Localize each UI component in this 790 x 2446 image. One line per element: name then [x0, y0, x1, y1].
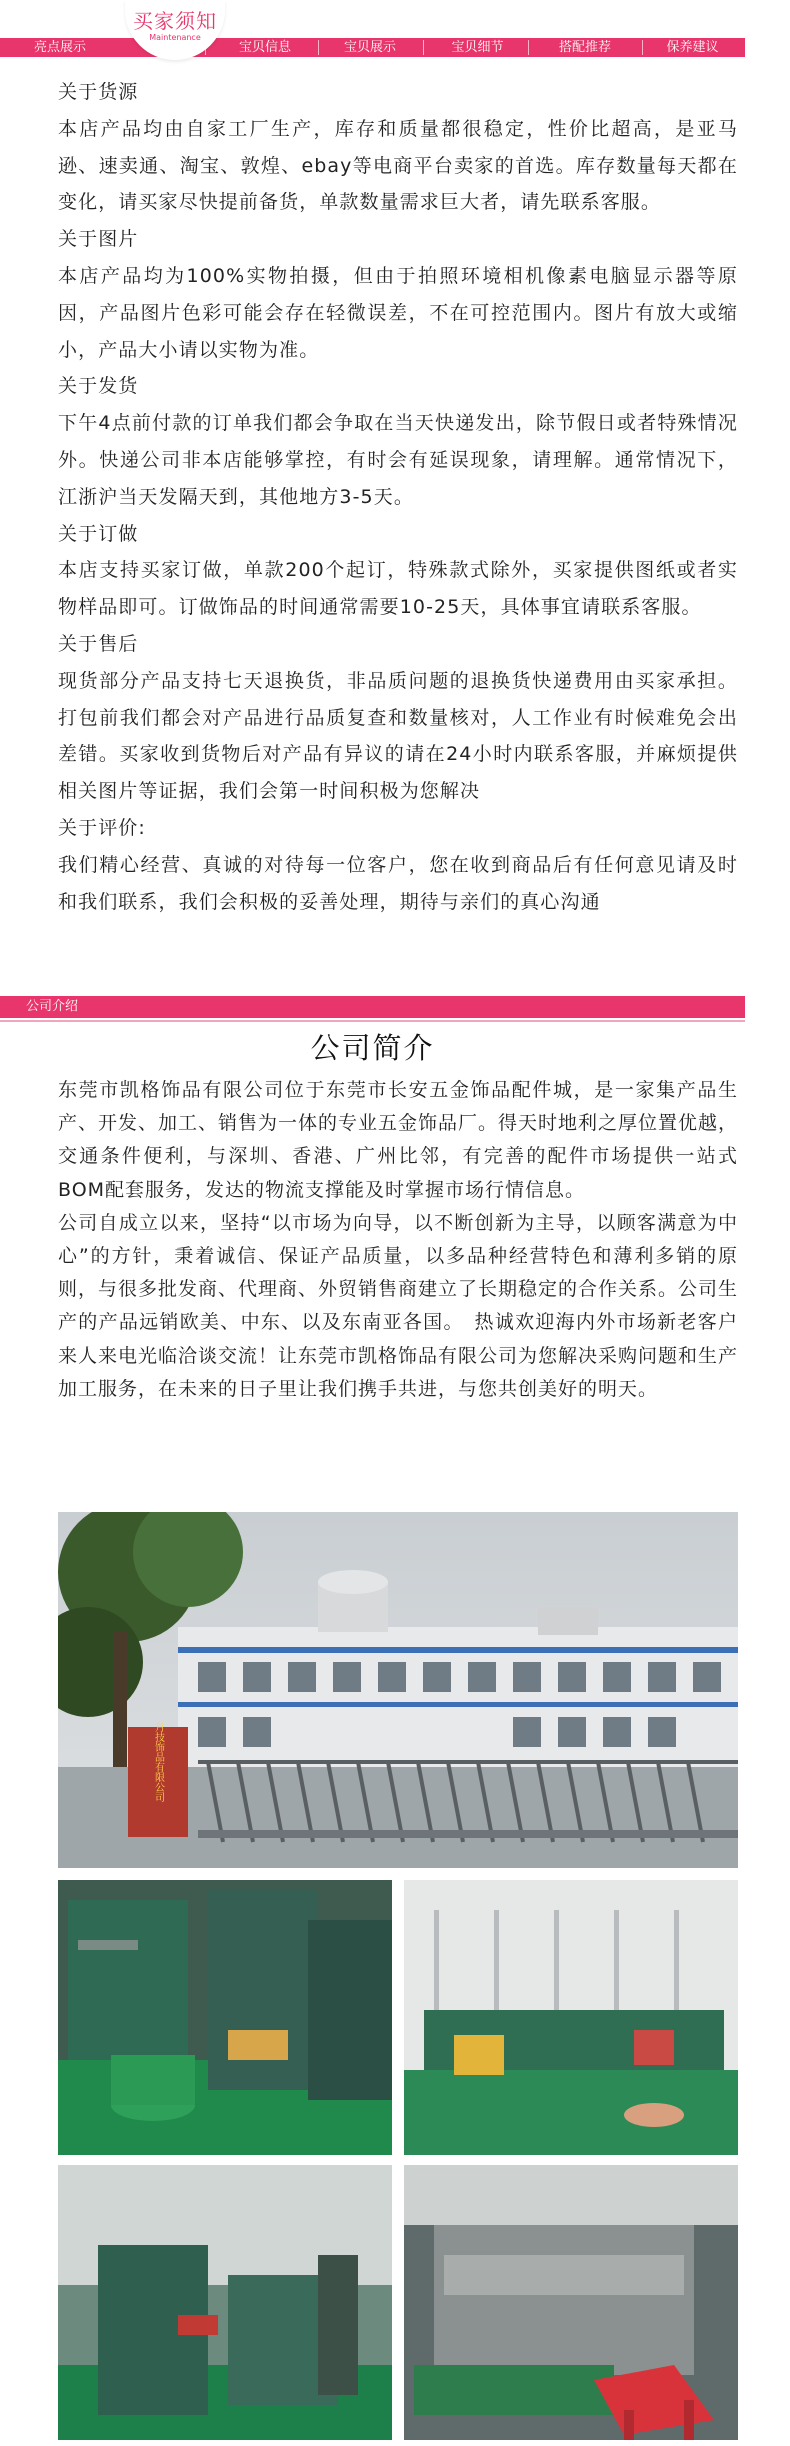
tab-item-details[interactable]: 宝贝细节 — [451, 40, 504, 55]
tab-highlights[interactable]: 亮点展示 — [33, 40, 86, 55]
tab-item-info[interactable]: 宝贝信息 — [238, 40, 291, 55]
note-body: 本店产品均由自家工厂生产，库存和质量都很稳定，性价比超高，是亚马逊、速卖通、淘宝、敦煌、ebay等电商平台卖家的首选。库存数量每天都在变化，请买家尽快提前备货，单款数量需求巨大者，请先联系客服。 — [58, 117, 738, 214]
note-body: 我们精心经营、真诚的对待每一位客户，您在收到商品后有任何意见请及时和我们联系，我们会积极的妥善处理，期待与亲们的真心沟通 — [58, 853, 738, 913]
note-body: 下午4点前付款的订单我们都会争取在当天快递发出，除节假日或者特殊情况外。快递公司非本店能够掌控，有时会有延误现象，请理解。通常情况下，江浙沪当天发隔天到，其他地方3-5天。 — [58, 412, 738, 508]
section-label: 公司介绍 — [26, 999, 79, 1014]
intro-paragraph: 公司自成立以来，坚持“以市场为向导，以不断创新为主导，以顾客满意为中心”的方针，秉着诚信、保证产品质量，以多品种经营特色和薄利多销的原则，与很多批发商、代理商、外贸销售商建立了长期稳定的合作关系。公司生产的产品远销欧美、中东、以及东南亚各国。 热诚欢迎海内外市场新老客户来人来电光临洽谈交流！让东莞市凯格饰品有限公司为您解决采购问题和生产加工服务，在未来的日子里让我们携手共进，与您共创美好的明天。 — [58, 1211, 739, 1400]
workshop-photo-oven — [404, 2165, 738, 2440]
badge-title: 买家须知 — [133, 9, 217, 33]
company-section-bar — [0, 996, 745, 1018]
note-heading: 关于发货 — [58, 375, 139, 398]
section-underline — [0, 1020, 745, 1022]
tab-divider — [528, 40, 529, 55]
note-heading: 关于订做 — [58, 522, 139, 545]
note-body: 现货部分产品支持七天退换货，非品质问题的退换货快递费用由买家承担。打包前我们都会对产品进行品质复查和数量核对，人工作业有时候难免会出差错。买家收到货物后对产品有异议的请在24小时内联系客服，并麻烦提供相关图片等证据，我们会第一时间积极为您解决 — [58, 669, 738, 803]
workshop-photo-row — [58, 2165, 392, 2440]
workshop-photo-machines — [58, 1880, 392, 2155]
company-title: 公司简介 — [310, 1031, 435, 1065]
tab-matching[interactable]: 搭配推荐 — [558, 40, 611, 55]
note-heading: 关于售后 — [58, 632, 139, 655]
note-heading: 关于图片 — [58, 228, 139, 251]
tab-care[interactable]: 保养建议 — [666, 40, 719, 55]
note-heading: 关于货源 — [58, 81, 139, 103]
note-body: 本店产品均为100%实物拍摄，但由于拍照环境相机像素电脑显示器等原因，产品图片色彩可能会存在轻微误差，不在可控范围内。图片有放大或缩小，产品大小请以实物为准。 — [58, 264, 738, 361]
badge-subtitle: Maintenance — [149, 33, 201, 42]
note-body: 本店支持买家订做，单款200个起订，特殊款式除外，买家提供图纸或者实物样品即可。订做饰品的时间通常需要10-25天，具体事宜请联系客服。 — [58, 559, 738, 619]
top-tab-bar — [0, 0, 790, 60]
intro-paragraph: 东莞市凯格饰品有限公司位于东莞市长安五金饰品配件城，是一家集产品生产、开发、加工、销售为一体的专业五金饰品厂。得天时地利之厚位置优越，交通条件便利，与深圳、香港、广州比邻，有完善的配件市场提供一站式BOM配套服务，发达的物流支撑能及时掌握市场行情信息。 — [58, 1079, 739, 1201]
company-intro — [58, 1074, 738, 1406]
buyer-notes — [58, 74, 738, 920]
factory-gate-photo — [58, 1512, 738, 1868]
tab-item-display[interactable]: 宝贝展示 — [343, 40, 396, 55]
gate-sign-text: 月技饰品有限公司 — [152, 1722, 164, 1802]
workshop-photo-floor — [404, 1880, 738, 2155]
tab-divider — [318, 40, 319, 55]
note-heading: 关于评价: — [58, 816, 146, 839]
